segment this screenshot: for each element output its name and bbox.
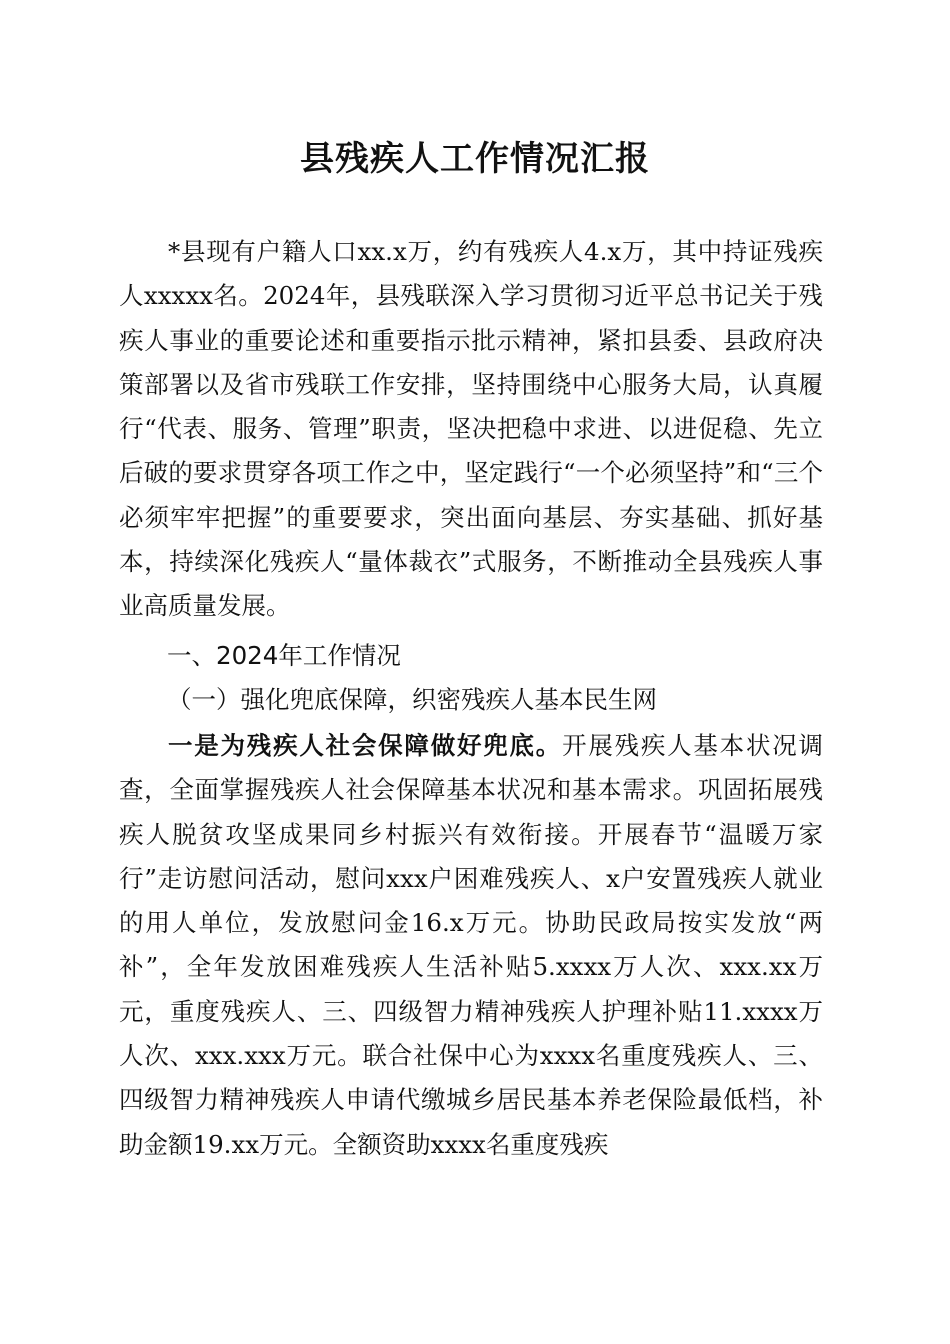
social-security-paragraph — [119, 724, 823, 1167]
document-title: 县残疾人工作情况汇报 — [300, 139, 650, 179]
section-heading: 一、2024年工作情况 — [167, 641, 401, 670]
social-security-paragraph-block — [119, 724, 823, 1167]
intro-paragraph-block — [119, 230, 823, 629]
paragraph-lead-phrase: 一是为残疾人社会保障做好兜底。 — [168, 731, 563, 760]
subsection-heading: （一）强化兜底保障，织密残疾人基本民生网 — [167, 685, 657, 714]
paragraph-body-text: 开展残疾人基本状况调查，全面掌握残疾人社会保障基本状况和基本需求。巩固拓展残疾人脱贫攻坚成果同乡村振兴有效衔接。开展春节“温暖万家行”走访慰问活动，慰问xxx户困难残疾人、x户安置残疾人就业的用人单位，发放慰问金16.x万元。协助民政局按实发放“两补”，全年发放困难残疾人生活补贴5.xxxx万人次、xxx.xx万元，重度残疾人、三、四级智力精神残疾人护理补贴11.xxxx万人次、xxx.xxx万元。联合社保中心为xxxx名重度残疾人、三、四级智力精神残疾人申请代缴城乡居民基本养老保险最低档，补助金额19.xx万元。全额资助xxxx名重度残疾 — [119, 731, 823, 1159]
intro-paragraph: *县现有户籍人口xx.x万，约有残疾人4.x万，其中持证残疾人xxxxx名。2024年，县残联深入学习贯彻习近平总书记关于残疾人事业的重要论述和重要指示批示精神，紧扣县委、县政府决策部署以及省市残联工作安排，坚持围绕中心服务大局，认真履行“代表、服务、管理”职责，坚决把稳中求进、以进促稳、先立后破的要求贯穿各项工作之中，坚定践行“一个必须坚持”和“三个必须牢牢把握”的重要要求，突出面向基层、夯实基础、抓好基本，持续深化残疾人“量体裁衣”式服务，不断推动全县残疾人事业高质量发展。 — [119, 237, 823, 621]
